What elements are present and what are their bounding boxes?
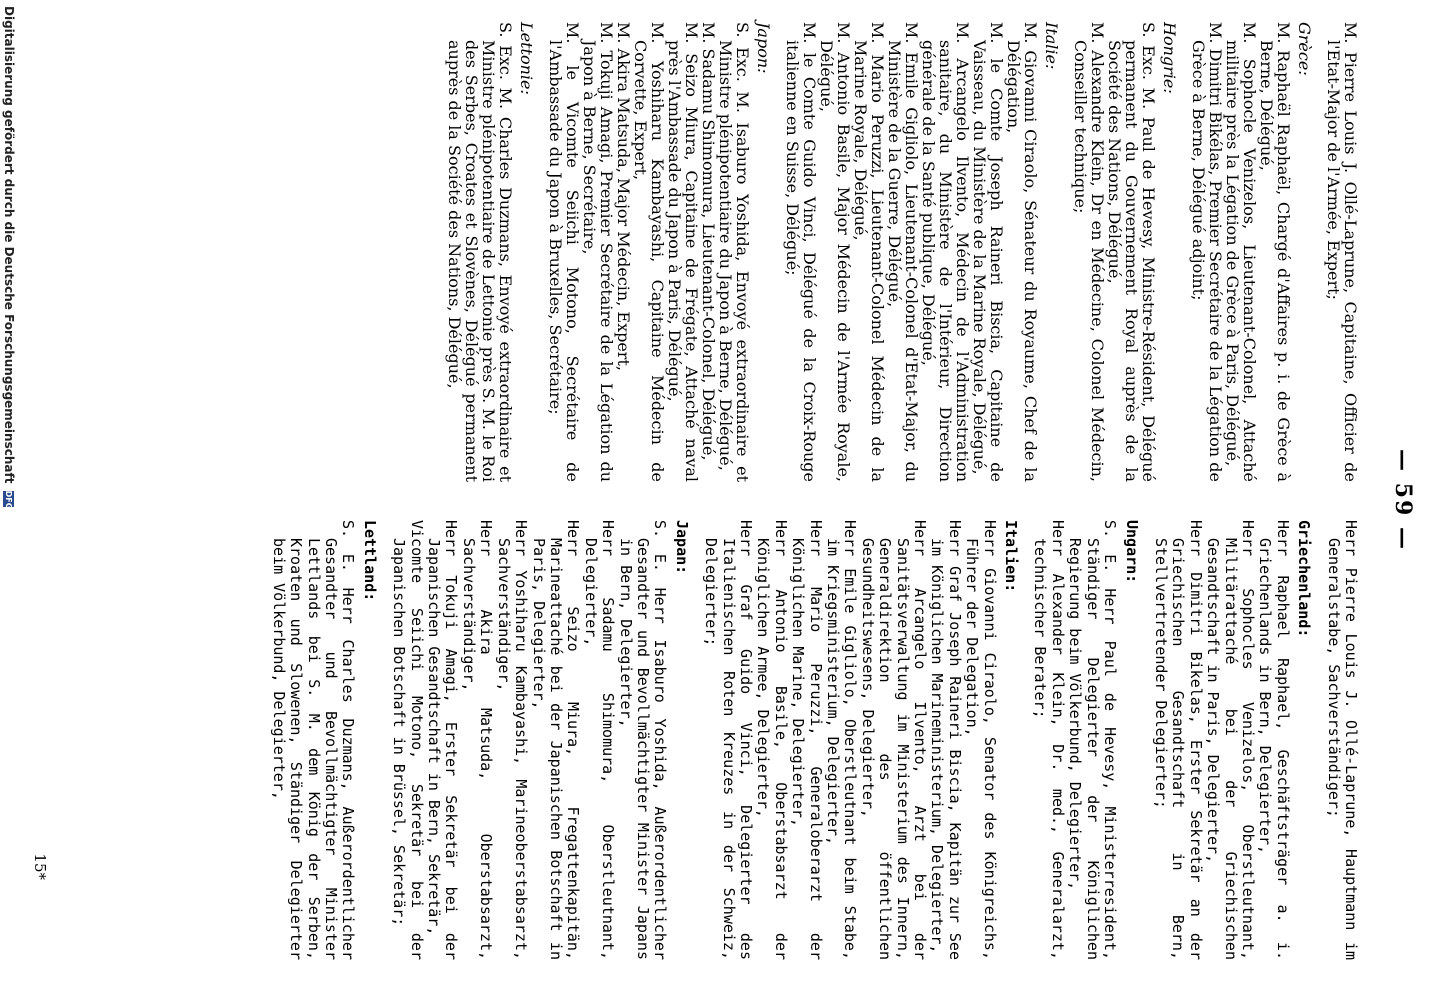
delegate-entry: Herr Tokuji Amagi, Erster Sekretär bei der Japanischen Gesandtschaft in Bern, Sekretär, bbox=[425, 520, 461, 960]
delegate-entry: Herr Graf Joseph Raineri Biscia, Kapitän zur See im Königlichen Marineministerium, Delegierter, bbox=[928, 520, 964, 960]
delegate-entry: Herr Dimitri Bikelas, Erster Sekretär an der Griechischen Gesandtschaft in Bern, Stellvertretender Delegierter; bbox=[1151, 520, 1205, 960]
delegate-entry: S. Exc. M. Isaburo Yoshida, Envoyé extraordinaire et Ministre plénipotentiaire du Japon à Berne, Délégué, bbox=[716, 22, 752, 482]
country-heading: Lettland: bbox=[360, 520, 379, 602]
delegate-entry: Vicomte Seiichi Motono, Sekretär bei der Japanischen Botschaft in Brüssel, Sekretär; bbox=[390, 520, 426, 960]
country-heading: Lettonie: bbox=[517, 22, 536, 95]
footer-signature-number: 15* bbox=[31, 853, 49, 880]
delegate-entry: S. E. Herr Isaburo Yoshida, Außerordentlicher Gesandter und Bevollmächtigter Minister Japans in Bern, Delegierter, bbox=[616, 520, 670, 960]
credit-text: Digitalisierung gefördert durch die Deutsche Forschungsgemeinschaft bbox=[2, 6, 16, 484]
delegate-entry: M. Alexandre Klein, Dr en Médecine, Colonel Médecin, Conseiller technique; bbox=[1071, 22, 1107, 482]
country-heading: Italie: bbox=[1042, 22, 1061, 70]
delegate-entry: Herr Sadamu Shimomura, Oberstleutnant, Delegierter, bbox=[581, 520, 618, 960]
delegate-entry: Herr Emile Gigliolo, Oberstleutnant beim Stabe, im Kriegsministerium, Delegierter, bbox=[824, 520, 860, 960]
delegate-entry: M. Giovanni Ciraolo, Sénateur du Royaume, Chef de la Délégation, bbox=[1004, 22, 1040, 482]
delegate-entry: Herr Akira Matsuda, Oberstabsarzt, Sachverständiger, bbox=[459, 520, 496, 960]
delegate-entry: M. Arcangelo Ilvento, Médecin de l'Administration sanitaire, du Ministère de l'Intérieur, Direction générale de la Santé publique, Délégué, bbox=[919, 22, 972, 482]
delegate-entry: Herr Arcangelo Ilvento, Arzt bei der Sanitätsverwaltung im Ministerium des Innern, Generaldirektion des öffentlichen Gesundheitswesens, Delegierter, bbox=[858, 520, 930, 960]
delegate-entry: Herr Giovanni Ciraolo, Senator des Königreichs, Führer der Delegation, bbox=[963, 520, 999, 960]
delegate-entry: Herr Seizo Miura, Fregattenkapitän, Marineattaché bei der Japanischen Botschaft in Paris, Delegierter, bbox=[529, 520, 583, 960]
delegate-entry: M. Seizo Miura, Capitaine de Frégate, Attaché naval près l'Ambassade du Japon à Paris, Délégué, bbox=[665, 22, 701, 482]
delegate-entry: S. E. Herr Charles Duzmans, Außerordentlicher Gesandter und Bevollmächtigter Minister Lettlands bei S. M. dem König der Serben, Kroaten und Slowenen, Ständiger Delegierter beim Völkerbund, Delegierter, bbox=[269, 520, 358, 960]
delegate-entry: Herr Antonio Basile, Oberstabsarzt der Königlichen Armee, Delegierter, bbox=[754, 520, 790, 960]
delegate-entry: S. Exc. M. Charles Duzmans, Envoyé extraordinaire et Ministre plénipotentiaire de Lettonie près S. M. le Roi des Serbes, Croates et Slovènes, Délégué permanent auprès de la Société des Nations, Délégué, bbox=[445, 22, 515, 482]
delegate-entry: M. Dimitri Bikélas, Premier Secrétaire de la Légation de Grèce à Berne, Délégué adjoint; bbox=[1189, 22, 1225, 482]
delegate-entry: M. Emile Gigliolo, Lieutenant-Colonel d'Etat-Major, du Ministère de la Guerre, Délégué, bbox=[885, 22, 921, 482]
french-column bbox=[446, 22, 1359, 482]
delegate-entry: S. Exc. M. Paul de Hevesy, Ministre-Résident, Délégué permanent du Gouvernement Royal auprès de la Société des Nations, Délégué, bbox=[1105, 22, 1158, 482]
delegate-entry: M. Sadamu Shimomura, Lieutenant-Colonel, Délégué, bbox=[699, 22, 718, 461]
delegate-entry: Herr Graf Guido Vinci, Delegierter des Italienischen Roten Kreuzes in der Schweiz, Delegierter; bbox=[702, 520, 755, 960]
delegate-entry: M. Mario Peruzzi, Lieutenant-Colonel Médecin de la Marine Royale, Délégué, bbox=[851, 22, 887, 482]
delegate-entry: M. Akira Matsuda, Major Médecin, Expert, bbox=[614, 22, 633, 371]
delegate-entry: M. Tokuji Amagi, Premier Secrétaire de la Légation du Japon à Berne, Secrétaire, bbox=[580, 22, 616, 482]
delegate-entry: M. Antonio Basile, Major Médecin de l'Armée Royale, Délégué, bbox=[817, 22, 853, 482]
delegate-entry: S. E. Herr Paul de Hevesy, Ministerresident, Ständiger Delegierter der Königlichen Regierung beim Völkerbund, Delegierter, bbox=[1066, 520, 1120, 960]
delegate-entry: Herr Yoshiharu Kambayashi, Marineoberstabsarzt, Sachverständiger, bbox=[494, 520, 531, 960]
delegate-entry: M. le Comte Joseph Raineri Biscia, Capitaine de Vaisseau, du Ministère de la Marine Royale, Délégué, bbox=[970, 22, 1006, 482]
delegate-entry: Herr Mario Peruzzi, Generaloberarzt der Königlichen Marine, Delegierter, bbox=[789, 520, 825, 960]
delegate-entry: Herr Pierre Louis J. Ollé-Laprune, Hauptmann im Generalstabe, Sachverständiger; bbox=[1324, 520, 1360, 960]
country-heading: Grèce: bbox=[1295, 22, 1314, 76]
dfg-logo-icon: DFG bbox=[4, 490, 13, 510]
delegate-entry: M. Pierre Louis J. Ollé-Laprune, Capitaine, Officier de l'Etat-Major de l'Armée, Expert; bbox=[1324, 22, 1360, 482]
delegate-entry: M. Sophocle Venizelos, Lieutenant-Colonel, Attaché militaire près la Légation de Grèce à Paris, Délégué, bbox=[1223, 22, 1259, 482]
delegate-entry: M. le Vicomte Seiichi Motono, Secrétaire de l'Ambassade du Japon à Bruxelles, Secrétaire; bbox=[546, 22, 582, 482]
delegate-entry: Herr Sophocles Venizelos, Oberstleutnant, Militärattaché bei der Griechischen Gesandtschaft in Paris, Delegierter, bbox=[1204, 520, 1257, 960]
page-number: — 59 — bbox=[1390, 449, 1416, 551]
delegate-entry: M. Yoshiharu Kambayashi, Capitaine Médecin de Corvette, Expert, bbox=[631, 22, 667, 482]
delegate-entry: Herr Alexander Klein, Dr. med., Generalarzt, technischer Berater; bbox=[1031, 520, 1067, 960]
german-column bbox=[269, 520, 1359, 960]
country-heading: Griechenland: bbox=[1295, 520, 1314, 638]
digitization-credit bbox=[2, 6, 16, 966]
country-heading: Japon: bbox=[754, 22, 773, 74]
delegate-entry: Herr Raphael Raphael, Geschäftsträger a. i. Griechenlands in Bern, Delegierter, bbox=[1256, 520, 1292, 960]
delegate-entry: M. Raphaël Raphaël, Chargé d'Affaires p. i. de Grèce à Berne, Délégué, bbox=[1257, 22, 1293, 482]
country-heading: Japan: bbox=[672, 520, 691, 575]
country-heading: Italien: bbox=[1002, 520, 1021, 593]
country-heading: Ungarn: bbox=[1122, 520, 1141, 584]
country-heading: Hongrie: bbox=[1160, 22, 1179, 94]
delegate-entry: M. le Comte Guido Vinci, Délégué de la Croix-Rouge italienne en Suisse, Délégué; bbox=[783, 22, 819, 482]
